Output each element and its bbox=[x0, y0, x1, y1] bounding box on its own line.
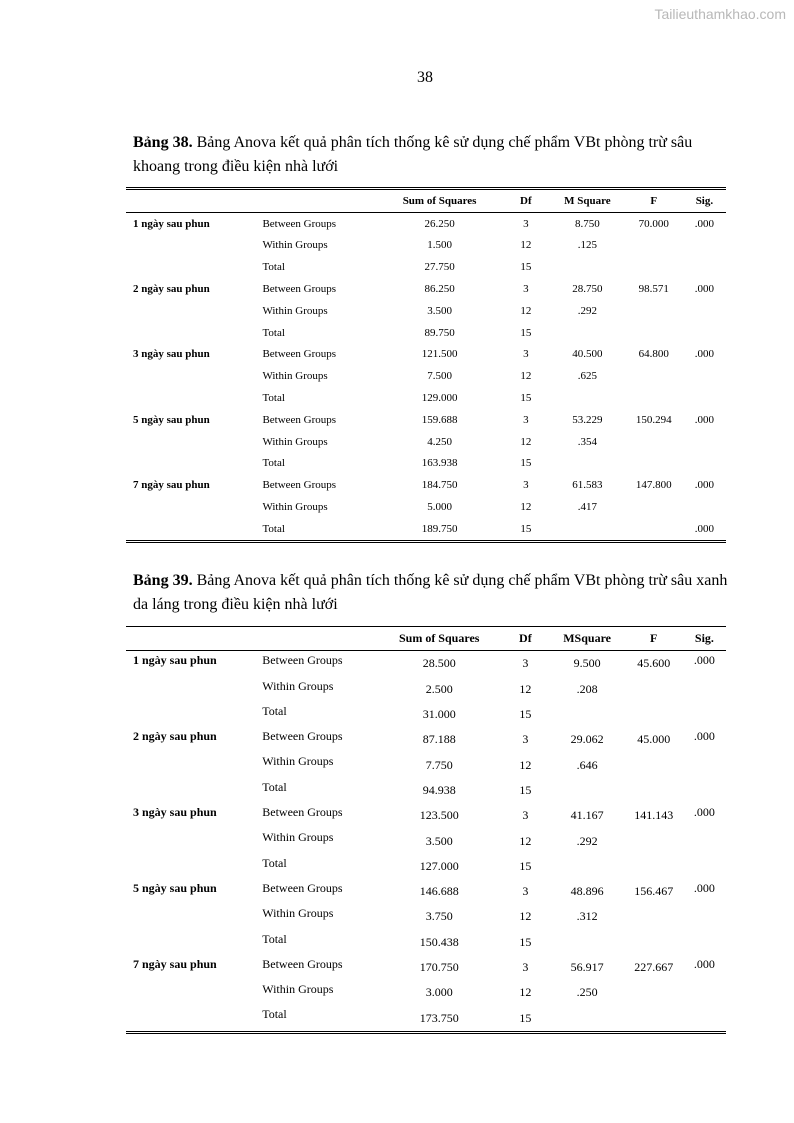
sig-cell bbox=[683, 1005, 726, 1032]
f-cell bbox=[625, 904, 683, 929]
group-label: Between Groups bbox=[262, 413, 337, 426]
sig-cell bbox=[683, 677, 726, 702]
sig-cell bbox=[683, 431, 726, 453]
f-cell bbox=[625, 387, 683, 409]
day-label bbox=[126, 300, 255, 322]
day-label bbox=[126, 930, 255, 955]
sig-cell bbox=[683, 778, 726, 803]
sum-of-squares-cell: 127.000 bbox=[419, 858, 459, 873]
group-label: Between Groups bbox=[262, 880, 343, 895]
mean-square-cell: .208 bbox=[576, 681, 598, 696]
anova-table-2 bbox=[126, 626, 726, 1034]
sig-cell bbox=[683, 300, 726, 322]
group-label: Total bbox=[255, 1005, 377, 1032]
table-row bbox=[126, 930, 726, 955]
group-label: Total bbox=[262, 326, 285, 339]
day-label bbox=[126, 752, 255, 777]
mean-square-cell: .646 bbox=[576, 757, 598, 772]
mean-square-cell: .354 bbox=[577, 435, 598, 448]
f-cell bbox=[625, 778, 683, 803]
day-label bbox=[126, 453, 255, 475]
f-cell bbox=[625, 235, 683, 257]
mean-square-cell bbox=[550, 518, 625, 541]
sum-of-squares-cell: 163.938 bbox=[421, 457, 458, 470]
mean-square-cell: 40.500 bbox=[572, 348, 603, 361]
group-label: Total bbox=[262, 855, 287, 870]
day-label: 1 ngày sau phun bbox=[133, 653, 217, 668]
sum-of-squares-cell: 27.750 bbox=[424, 261, 455, 274]
day-label bbox=[126, 431, 255, 453]
sig-cell bbox=[683, 854, 726, 879]
table-row bbox=[126, 365, 726, 387]
sum-of-squares-cell: 170.750 bbox=[419, 960, 459, 974]
df-cell: 3 bbox=[523, 479, 529, 492]
sum-of-squares-cell: 173.750 bbox=[377, 1005, 501, 1032]
group-label: Within Groups bbox=[262, 304, 328, 317]
sig-cell: .000 bbox=[694, 413, 715, 426]
group-label: Total bbox=[262, 779, 287, 794]
df-cell: 15 bbox=[520, 392, 532, 405]
mean-square-cell bbox=[550, 256, 625, 278]
sum-of-squares-cell: 159.688 bbox=[421, 413, 458, 426]
df-cell: 15 bbox=[519, 707, 532, 722]
group-label: Total bbox=[262, 457, 285, 470]
table-row bbox=[126, 322, 726, 344]
f-cell: 227.667 bbox=[634, 960, 674, 974]
mean-square-cell bbox=[550, 453, 625, 475]
df-cell: 12 bbox=[520, 239, 532, 252]
df-cell: 12 bbox=[519, 985, 532, 1000]
sig-cell: .000 bbox=[693, 880, 715, 895]
sig-cell bbox=[683, 256, 726, 278]
group-label: Between Groups bbox=[262, 479, 337, 492]
group-label: Within Groups bbox=[262, 906, 334, 921]
mean-square-cell: 9.500 bbox=[573, 656, 601, 671]
group-label: Within Groups bbox=[262, 982, 334, 997]
day-label bbox=[126, 854, 255, 879]
df-cell: 12 bbox=[519, 681, 532, 696]
table-header-row bbox=[126, 627, 726, 651]
group-label: Within Groups bbox=[262, 830, 334, 845]
table-row bbox=[126, 453, 726, 475]
sum-of-squares-cell: 184.750 bbox=[421, 479, 458, 492]
header-sig: Sig. bbox=[683, 189, 726, 213]
df-cell: 12 bbox=[520, 435, 532, 448]
sum-of-squares-cell: 129.000 bbox=[421, 392, 458, 405]
sum-of-squares-cell: 189.750 bbox=[378, 518, 502, 541]
table2-caption bbox=[133, 569, 733, 617]
df-cell: 12 bbox=[519, 909, 532, 924]
mean-square-cell: 29.062 bbox=[570, 732, 604, 747]
f-cell bbox=[625, 256, 683, 278]
mean-square-cell: .625 bbox=[577, 370, 598, 383]
f-cell: 147.800 bbox=[635, 479, 672, 492]
day-label bbox=[126, 387, 255, 409]
f-cell bbox=[625, 496, 683, 518]
table-row bbox=[126, 828, 726, 853]
table-header-row bbox=[126, 189, 726, 213]
table-row bbox=[126, 256, 726, 278]
header-empty-day bbox=[126, 627, 255, 651]
sum-of-squares-cell: 121.500 bbox=[421, 348, 458, 361]
header-df: Df bbox=[501, 627, 550, 651]
sig-cell: .000 bbox=[694, 217, 715, 230]
sig-cell bbox=[683, 496, 726, 518]
sig-cell: .000 bbox=[694, 479, 715, 492]
group-label: Between Groups bbox=[262, 805, 343, 820]
table1-body bbox=[126, 212, 726, 541]
sum-of-squares-cell: 3.750 bbox=[425, 909, 453, 924]
sum-of-squares-cell: 87.188 bbox=[422, 732, 456, 747]
sig-cell: .000 bbox=[693, 805, 715, 820]
df-cell: 3 bbox=[522, 960, 529, 974]
sum-of-squares-cell: 3.500 bbox=[427, 304, 452, 317]
table1-caption bbox=[133, 131, 733, 179]
table-row bbox=[126, 409, 726, 431]
header-mean-square: MSquare bbox=[550, 627, 625, 651]
sum-of-squares-cell: 7.500 bbox=[427, 370, 452, 383]
f-cell bbox=[625, 518, 683, 541]
table-row bbox=[126, 387, 726, 409]
mean-square-cell bbox=[550, 322, 625, 344]
table-row bbox=[126, 518, 726, 541]
header-df: Df bbox=[502, 189, 551, 213]
mean-square-cell: .417 bbox=[577, 501, 598, 514]
mean-square-cell: .312 bbox=[576, 909, 598, 924]
sig-cell: .000 bbox=[694, 348, 715, 361]
sig-cell bbox=[683, 387, 726, 409]
df-cell: 15 bbox=[520, 326, 532, 339]
table-row bbox=[126, 727, 726, 752]
mean-square-cell: 8.750 bbox=[575, 217, 600, 230]
df-cell: 15 bbox=[519, 934, 532, 949]
f-cell bbox=[625, 752, 683, 777]
sig-cell bbox=[683, 365, 726, 387]
df-cell: 15 bbox=[520, 457, 532, 470]
f-cell: 45.000 bbox=[637, 732, 671, 747]
mean-square-cell bbox=[550, 930, 625, 955]
table2-body bbox=[126, 651, 726, 1032]
table-row bbox=[126, 300, 726, 322]
f-cell: 150.294 bbox=[635, 413, 672, 426]
table-row bbox=[126, 496, 726, 518]
group-label: Total bbox=[262, 703, 287, 718]
table1-caption-label: Bảng 38. bbox=[133, 134, 193, 151]
f-cell bbox=[625, 300, 683, 322]
mean-square-cell bbox=[550, 778, 625, 803]
table-row bbox=[126, 778, 726, 803]
header-empty-day bbox=[126, 189, 255, 213]
group-label: Total bbox=[262, 261, 285, 274]
sum-of-squares-cell: 31.000 bbox=[422, 707, 456, 722]
f-cell bbox=[625, 702, 683, 727]
header-empty-group bbox=[255, 627, 377, 651]
mean-square-cell bbox=[550, 387, 625, 409]
header-empty-group bbox=[255, 189, 377, 213]
mean-square-cell: .250 bbox=[576, 985, 598, 1000]
group-label: Within Groups bbox=[262, 435, 328, 448]
table-row bbox=[126, 980, 726, 1005]
table2-caption-label: Bảng 39. bbox=[133, 572, 193, 589]
df-cell: 15 bbox=[519, 858, 532, 873]
f-cell bbox=[625, 453, 683, 475]
sig-cell bbox=[683, 322, 726, 344]
day-label: 7 ngày sau phun bbox=[133, 956, 217, 971]
day-label bbox=[126, 1005, 255, 1032]
f-cell bbox=[625, 828, 683, 853]
day-label bbox=[126, 235, 255, 257]
sig-cell: .000 bbox=[693, 729, 715, 744]
watermark: Tailieuthamkhao.com bbox=[654, 6, 786, 22]
day-label bbox=[126, 702, 255, 727]
sig-cell bbox=[683, 702, 726, 727]
group-label: Between Groups bbox=[262, 729, 343, 744]
sig-cell: .000 bbox=[693, 653, 715, 668]
df-cell: 3 bbox=[523, 283, 529, 296]
sig-cell: .000 bbox=[693, 956, 715, 971]
sum-of-squares-cell: 2.500 bbox=[425, 681, 453, 696]
anova-table-1 bbox=[126, 187, 726, 543]
table2-caption-text: Bảng Anova kết quả phân tích thống kê sử dụng chế phẩm VBt phòng trừ sâu xanh da láng trong điều kiện nhà lưới bbox=[133, 572, 728, 613]
mean-square-cell: 28.750 bbox=[572, 283, 603, 296]
group-label: Total bbox=[262, 392, 285, 405]
sum-of-squares-cell: 26.250 bbox=[424, 217, 455, 230]
day-label bbox=[126, 256, 255, 278]
f-cell bbox=[625, 1005, 683, 1032]
df-cell: 12 bbox=[520, 501, 532, 514]
f-cell: 70.000 bbox=[638, 217, 669, 230]
day-label bbox=[126, 980, 255, 1005]
sum-of-squares-cell: 123.500 bbox=[419, 808, 459, 823]
table-row bbox=[126, 651, 726, 677]
group-label: Within Groups bbox=[262, 501, 328, 514]
day-label bbox=[126, 365, 255, 387]
day-label bbox=[126, 677, 255, 702]
df-cell: 3 bbox=[522, 732, 529, 747]
group-label: Between Groups bbox=[262, 653, 343, 668]
group-label: Between Groups bbox=[262, 217, 337, 230]
df-cell: 3 bbox=[522, 656, 529, 671]
group-label: Within Groups bbox=[262, 678, 334, 693]
df-cell: 15 bbox=[520, 261, 532, 274]
sum-of-squares-cell: 86.250 bbox=[424, 283, 455, 296]
sum-of-squares-cell: 89.750 bbox=[424, 326, 455, 339]
sig-cell: .000 bbox=[694, 283, 715, 296]
f-cell: 64.800 bbox=[638, 348, 669, 361]
mean-square-cell: 61.583 bbox=[572, 479, 603, 492]
mean-square-cell: 48.896 bbox=[570, 884, 604, 899]
group-label: Between Groups bbox=[262, 283, 337, 296]
table-row bbox=[126, 854, 726, 879]
group-label: Within Groups bbox=[262, 754, 334, 769]
group-label: Between Groups bbox=[262, 956, 343, 971]
df-cell: 12 bbox=[520, 304, 532, 317]
day-label: 7 ngày sau phun bbox=[133, 479, 210, 492]
sum-of-squares-cell: 3.500 bbox=[425, 833, 453, 848]
sig-cell bbox=[683, 828, 726, 853]
day-label bbox=[126, 518, 255, 541]
df-cell: 12 bbox=[519, 757, 532, 772]
day-label: 5 ngày sau phun bbox=[133, 413, 210, 426]
table-row bbox=[126, 955, 726, 980]
day-label: 3 ngày sau phun bbox=[133, 348, 210, 361]
sig-cell bbox=[683, 453, 726, 475]
header-mean-square: M Square bbox=[550, 189, 625, 213]
header-sig: Sig. bbox=[683, 627, 726, 651]
group-label: Total bbox=[262, 931, 287, 946]
header-f: F bbox=[625, 627, 683, 651]
df-cell: 12 bbox=[519, 833, 532, 848]
f-cell bbox=[625, 854, 683, 879]
day-label bbox=[126, 828, 255, 853]
sum-of-squares-cell: 146.688 bbox=[419, 884, 459, 899]
f-cell bbox=[625, 980, 683, 1005]
group-label: Between Groups bbox=[262, 348, 337, 361]
table-row bbox=[126, 212, 726, 234]
df-cell: 15 bbox=[502, 518, 551, 541]
mean-square-cell bbox=[550, 1005, 625, 1032]
df-cell: 3 bbox=[523, 348, 529, 361]
sum-of-squares-cell: 1.500 bbox=[427, 239, 452, 252]
mean-square-cell: .125 bbox=[577, 239, 598, 252]
table-row bbox=[126, 1005, 726, 1032]
header-sum-of-squares: Sum of Squares bbox=[377, 627, 501, 651]
df-cell: 3 bbox=[522, 884, 529, 899]
day-label: 2 ngày sau phun bbox=[133, 283, 210, 296]
day-label bbox=[126, 904, 255, 929]
day-label: 1 ngày sau phun bbox=[133, 217, 210, 230]
f-cell bbox=[625, 322, 683, 344]
sig-cell bbox=[683, 904, 726, 929]
sum-of-squares-cell: 7.750 bbox=[425, 757, 453, 772]
table-row bbox=[126, 431, 726, 453]
df-cell: 15 bbox=[519, 782, 532, 797]
table-row bbox=[126, 904, 726, 929]
sum-of-squares-cell: 150.438 bbox=[419, 934, 459, 949]
sum-of-squares-cell: 3.000 bbox=[425, 985, 453, 1000]
sig-cell bbox=[683, 235, 726, 257]
table-row bbox=[126, 879, 726, 904]
df-cell: 3 bbox=[523, 217, 529, 230]
f-cell bbox=[625, 365, 683, 387]
f-cell: 141.143 bbox=[634, 808, 674, 823]
table-row bbox=[126, 474, 726, 496]
table1-caption-text: Bảng Anova kết quả phân tích thống kê sử dụng chế phẩm VBt phòng trừ sâu khoang trong điều kiện nhà lưới bbox=[133, 134, 693, 175]
df-cell: 3 bbox=[523, 413, 529, 426]
f-cell bbox=[625, 677, 683, 702]
group-label: Within Groups bbox=[262, 239, 328, 252]
mean-square-cell: .292 bbox=[576, 833, 598, 848]
header-sum-of-squares: Sum of Squares bbox=[378, 189, 502, 213]
f-cell: 156.467 bbox=[634, 884, 674, 899]
f-cell bbox=[625, 431, 683, 453]
table-row bbox=[126, 677, 726, 702]
mean-square-cell: 41.167 bbox=[570, 808, 604, 823]
table-row bbox=[126, 278, 726, 300]
table-row bbox=[126, 702, 726, 727]
sum-of-squares-cell: 94.938 bbox=[422, 782, 456, 797]
sig-cell bbox=[683, 752, 726, 777]
sig-cell: .000 bbox=[683, 518, 726, 541]
sig-cell bbox=[683, 980, 726, 1005]
df-cell: 15 bbox=[501, 1005, 550, 1032]
df-cell: 3 bbox=[522, 808, 529, 823]
day-label bbox=[126, 322, 255, 344]
f-cell bbox=[625, 930, 683, 955]
table-row bbox=[126, 752, 726, 777]
mean-square-cell bbox=[550, 702, 625, 727]
day-label: 2 ngày sau phun bbox=[133, 729, 217, 744]
table-row bbox=[126, 344, 726, 366]
table-row bbox=[126, 235, 726, 257]
group-label: Within Groups bbox=[262, 370, 328, 383]
mean-square-cell: .292 bbox=[577, 304, 598, 317]
table-row bbox=[126, 803, 726, 828]
mean-square-cell: 53.229 bbox=[572, 413, 603, 426]
f-cell: 98.571 bbox=[638, 283, 669, 296]
mean-square-cell bbox=[550, 854, 625, 879]
group-label: Total bbox=[255, 518, 377, 541]
sum-of-squares-cell: 4.250 bbox=[427, 435, 452, 448]
sig-cell bbox=[683, 930, 726, 955]
sum-of-squares-cell: 5.000 bbox=[427, 501, 452, 514]
f-cell: 45.600 bbox=[637, 656, 671, 671]
day-label bbox=[126, 778, 255, 803]
page-number: 38 bbox=[417, 69, 433, 86]
mean-square-cell: 56.917 bbox=[570, 960, 604, 974]
day-label: 5 ngày sau phun bbox=[133, 880, 217, 895]
header-f: F bbox=[625, 189, 683, 213]
day-label: 3 ngày sau phun bbox=[133, 805, 217, 820]
sum-of-squares-cell: 28.500 bbox=[422, 656, 456, 671]
day-label bbox=[126, 496, 255, 518]
df-cell: 12 bbox=[520, 370, 532, 383]
